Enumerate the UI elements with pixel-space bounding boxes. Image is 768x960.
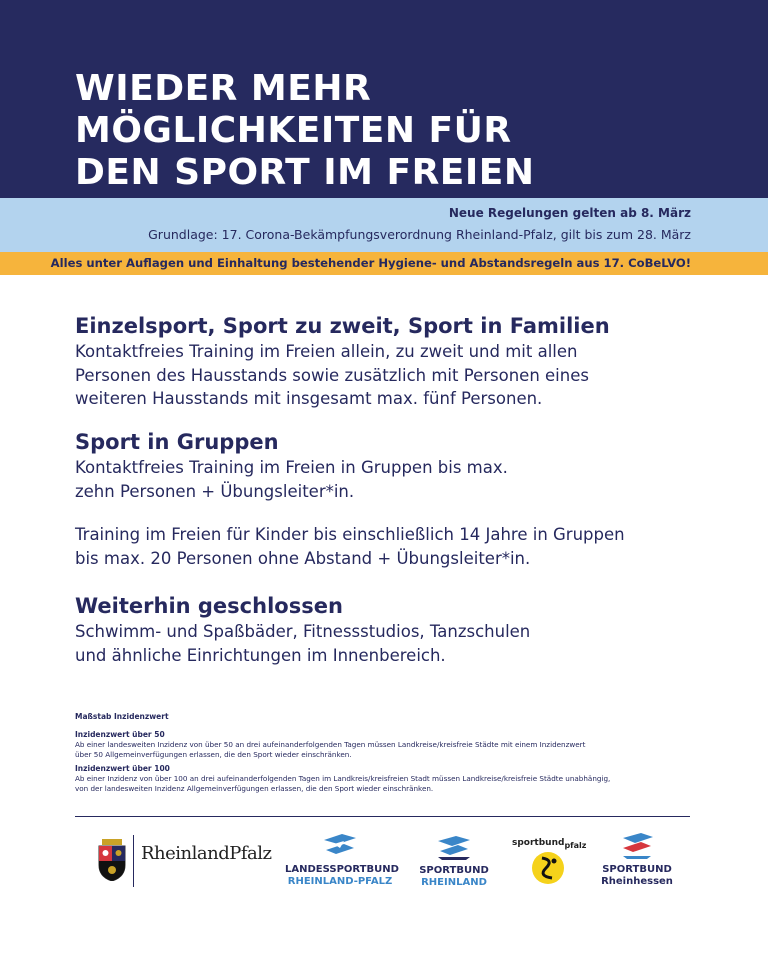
sportbund-pfalz-sub: pfalz bbox=[564, 840, 587, 850]
sportbund-pfalz-word: sportbund bbox=[512, 838, 565, 848]
sportbund-pfalz-logo bbox=[512, 838, 587, 890]
section-einzelsport bbox=[75, 312, 610, 411]
info-band bbox=[0, 198, 768, 252]
footer-divider bbox=[75, 816, 690, 817]
section-line: Kontaktfreies Training im Freien allein, zu zweit und mit allen bbox=[75, 342, 578, 361]
incidence-footnotes bbox=[75, 712, 695, 798]
section-kinder bbox=[75, 523, 625, 570]
sportbund-rheinland-line1: SPORTBUND bbox=[419, 865, 489, 876]
sportbund-rheinhessen-line2: Rheinhessen bbox=[601, 876, 673, 887]
footnote-line: Ab einer Inzidenz von über 100 an drei aufeinanderfolgenden Tagen im Landkreis/kreisfreien Stadt müssen Landkreise/kreisfreie Städte unabhängig, bbox=[75, 774, 611, 783]
footnote-text bbox=[75, 740, 695, 759]
section-heading: Weiterhin geschlossen bbox=[75, 594, 343, 618]
sportbund-rheinhessen-line1: SPORTBUND bbox=[602, 864, 672, 875]
sportbund-rheinhessen-emblem-icon bbox=[617, 832, 657, 860]
footnote-heading: Inzidenzwert über 50 bbox=[75, 730, 165, 739]
hero-banner bbox=[0, 0, 768, 198]
section-heading: Sport in Gruppen bbox=[75, 430, 279, 454]
sportbund-rheinland-emblem-icon bbox=[434, 835, 474, 861]
landessportbund-line1: LANDESSPORTBUND bbox=[285, 864, 399, 875]
sportbund-rheinland-logo bbox=[418, 835, 490, 889]
sportbund-rheinland-line2: RHEINLAND bbox=[421, 877, 487, 888]
notice-band bbox=[0, 252, 768, 275]
title-line: DEN SPORT IM FREIEN bbox=[75, 152, 535, 193]
footnote-text bbox=[75, 774, 695, 793]
section-line: bis max. 20 Personen ohne Abstand + Übungsleiter*in. bbox=[75, 548, 531, 568]
logo-separator bbox=[133, 835, 134, 887]
section-line: zehn Personen + Übungsleiter*in. bbox=[75, 481, 355, 501]
section-line: weiteren Hausstands mit insgesamt max. fünf Personen. bbox=[75, 389, 543, 408]
rheinland-pfalz-logo bbox=[97, 835, 272, 889]
title-line: MÖGLICHKEITEN FÜR bbox=[75, 110, 512, 151]
landessportbund-line2: RHEINLAND-PFALZ bbox=[287, 876, 393, 887]
section-line: Schwimm- und Spaßbäder, Fitnessstudios, Tanzschulen bbox=[75, 622, 531, 641]
section-line: und ähnliche Einrichtungen im Innenbereich. bbox=[75, 645, 446, 665]
sportbund-rheinhessen-logo bbox=[600, 832, 674, 888]
section-line: Personen des Hausstands sowie zusätzlich mit Personen eines bbox=[75, 365, 589, 385]
legal-basis: Grundlage: 17. Corona-Bekämpfungsverordnung Rheinland-Pfalz, gilt bis zum 28. März bbox=[148, 227, 691, 242]
footnote-line: über 50 Allgemeinverfügungen erlassen, die den Sport wieder einschränken. bbox=[75, 749, 352, 759]
rheinland-pfalz-wordmark: RheinlandPfalz bbox=[141, 843, 272, 864]
landessportbund-logo bbox=[285, 832, 399, 888]
notice-text: Alles unter Auflagen und Einhaltung bestehender Hygiene- und Abstandsregeln aus 17. CoBeLVO! bbox=[50, 256, 691, 270]
section-line: Training im Freien für Kinder bis einschließlich 14 Jahre in Gruppen bbox=[75, 525, 625, 544]
sportbund-pfalz-wordmark bbox=[512, 838, 587, 850]
landessportbund-emblem-icon bbox=[320, 832, 360, 860]
footnote-line: Ab einer landesweiten Inzidenz von über 50 an drei aufeinanderfolgenden Tagen müssen Landkreise/kreisfreie Städte mit einem Inzidenzwert bbox=[75, 740, 586, 749]
footnote-line: von der landesweiten Inzidenz Allgemeinverfügungen erlassen, die den Sport wieder einschränken. bbox=[75, 783, 434, 793]
page-title bbox=[75, 68, 535, 194]
footnotes-title: Maßstab Inzidenzwert bbox=[75, 712, 169, 721]
coat-of-arms-icon bbox=[97, 839, 127, 881]
section-geschlossen bbox=[75, 592, 530, 667]
section-heading: Einzelsport, Sport zu zweit, Sport in Familien bbox=[75, 314, 610, 338]
footnote-heading: Inzidenzwert über 100 bbox=[75, 764, 170, 773]
section-line: Kontaktfreies Training im Freien in Gruppen bis max. bbox=[75, 458, 508, 477]
section-gruppen bbox=[75, 428, 508, 503]
effective-date-headline: Neue Regelungen gelten ab 8. März bbox=[448, 206, 691, 220]
sportbund-pfalz-emblem-icon bbox=[530, 850, 566, 886]
title-line: WIEDER MEHR bbox=[75, 68, 372, 109]
